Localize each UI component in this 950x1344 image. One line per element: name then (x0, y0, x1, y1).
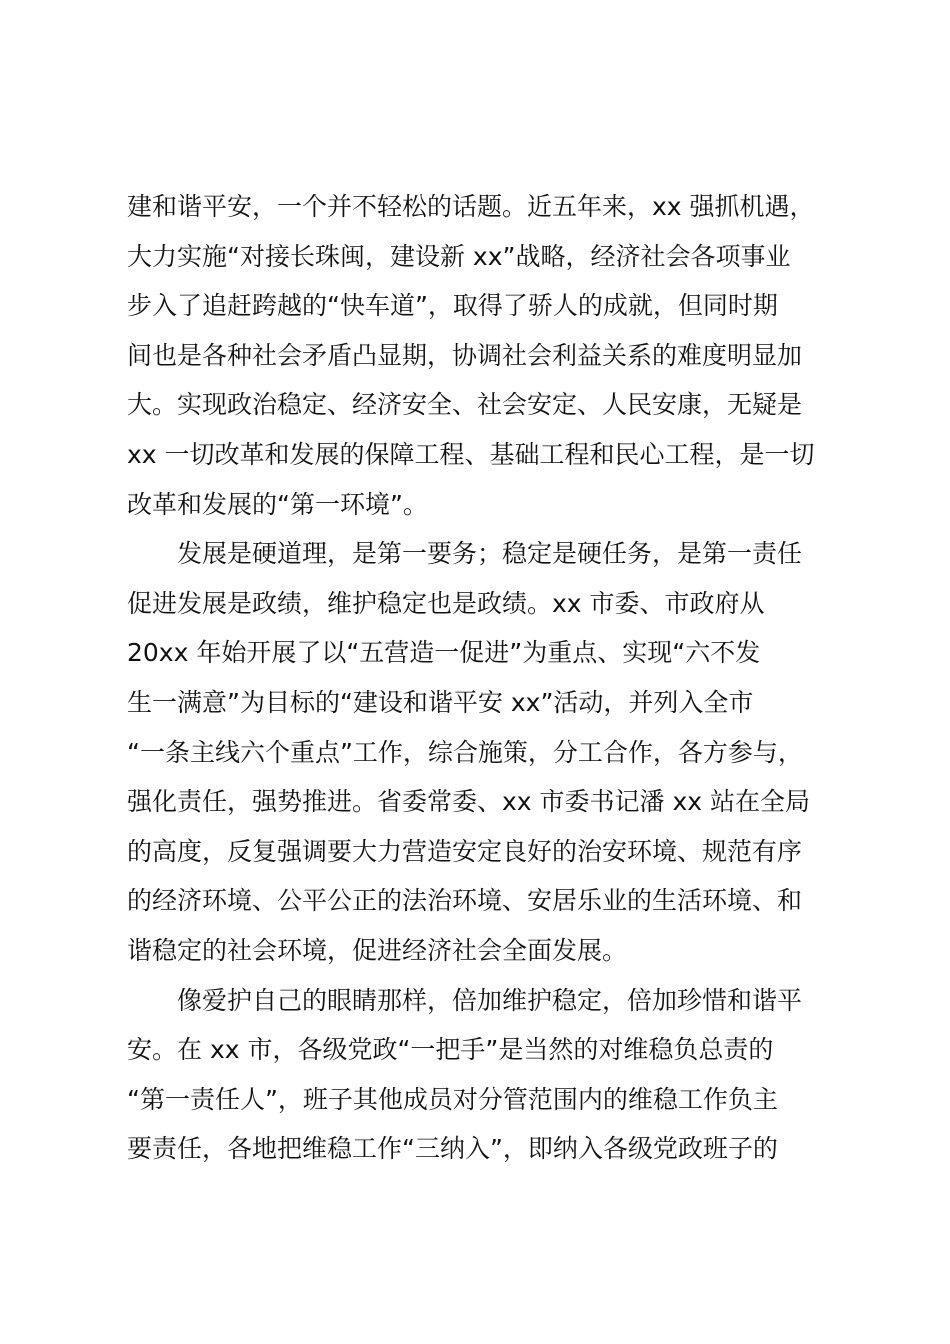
text-line: 强化责任，强势推进。省委常委、xx 市委书记潘 xx 站在全局 (127, 787, 811, 817)
text-line: 像爱护自己的眼睛那样，倍加维护稳定，倍加珍惜和谐平 (127, 985, 803, 1015)
text-line: 间也是各种社会矛盾凸显期，协调社会利益关系的难度明显加 (127, 340, 803, 370)
text-line: “一条主线六个重点”工作，综合施策，分工合作，各方参与， (127, 737, 803, 767)
text-line: 建和谐平安，一个并不轻松的话题。近五年来，xx 强抓机遇， (127, 192, 815, 221)
text-line: 的高度，反复强调要大力营造安定良好的治安环境、规范有序 (127, 836, 803, 866)
text-line: 谐稳定的社会环境，促进经济社会全面发展。 (127, 935, 628, 965)
text-line: 发展是硬道理，是第一要务；稳定是硬任务，是第一责任 (127, 539, 803, 569)
text-line: 安。在 xx 市，各级党政“一把手”是当然的对维稳负总责的 (127, 1035, 774, 1065)
text-line: 大。实现政治稳定、经济安全、社会安定、人民安康，无疑是 (127, 390, 803, 420)
text-line: “第一责任人”，班子其他成员对分管范围内的维稳工作负主 (127, 1084, 778, 1114)
text-line: 的经济环境、公平公正的法治环境、安居乐业的生活环境、和 (127, 886, 803, 916)
text-line: 促进发展是政绩，维护稳定也是政绩。xx 市委、市政府从 (127, 588, 765, 618)
text-line: 生一满意”为目标的“建设和谐平安 xx”活动，并列入全市 (127, 687, 754, 717)
body-text (127, 182, 867, 1174)
text-line: xx 一切改革和发展的保障工程、基础工程和民心工程，是一切 (127, 439, 815, 469)
text-line: 步入了追赶跨越的“快车道”，取得了骄人的成就，但同时期 (127, 291, 778, 321)
text-line: 20xx 年始开展了以“五营造一促进”为重点、实现“六不发 (127, 638, 761, 668)
text-line: 大力实施“对接长珠闽，建设新 xx”战略，经济社会各项事业 (127, 241, 791, 271)
text-line: 改革和发展的“第一环境”。 (127, 489, 428, 519)
text-line: 要责任，各地把维稳工作“三纳入”，即纳入各级党政班子的 (127, 1134, 778, 1164)
